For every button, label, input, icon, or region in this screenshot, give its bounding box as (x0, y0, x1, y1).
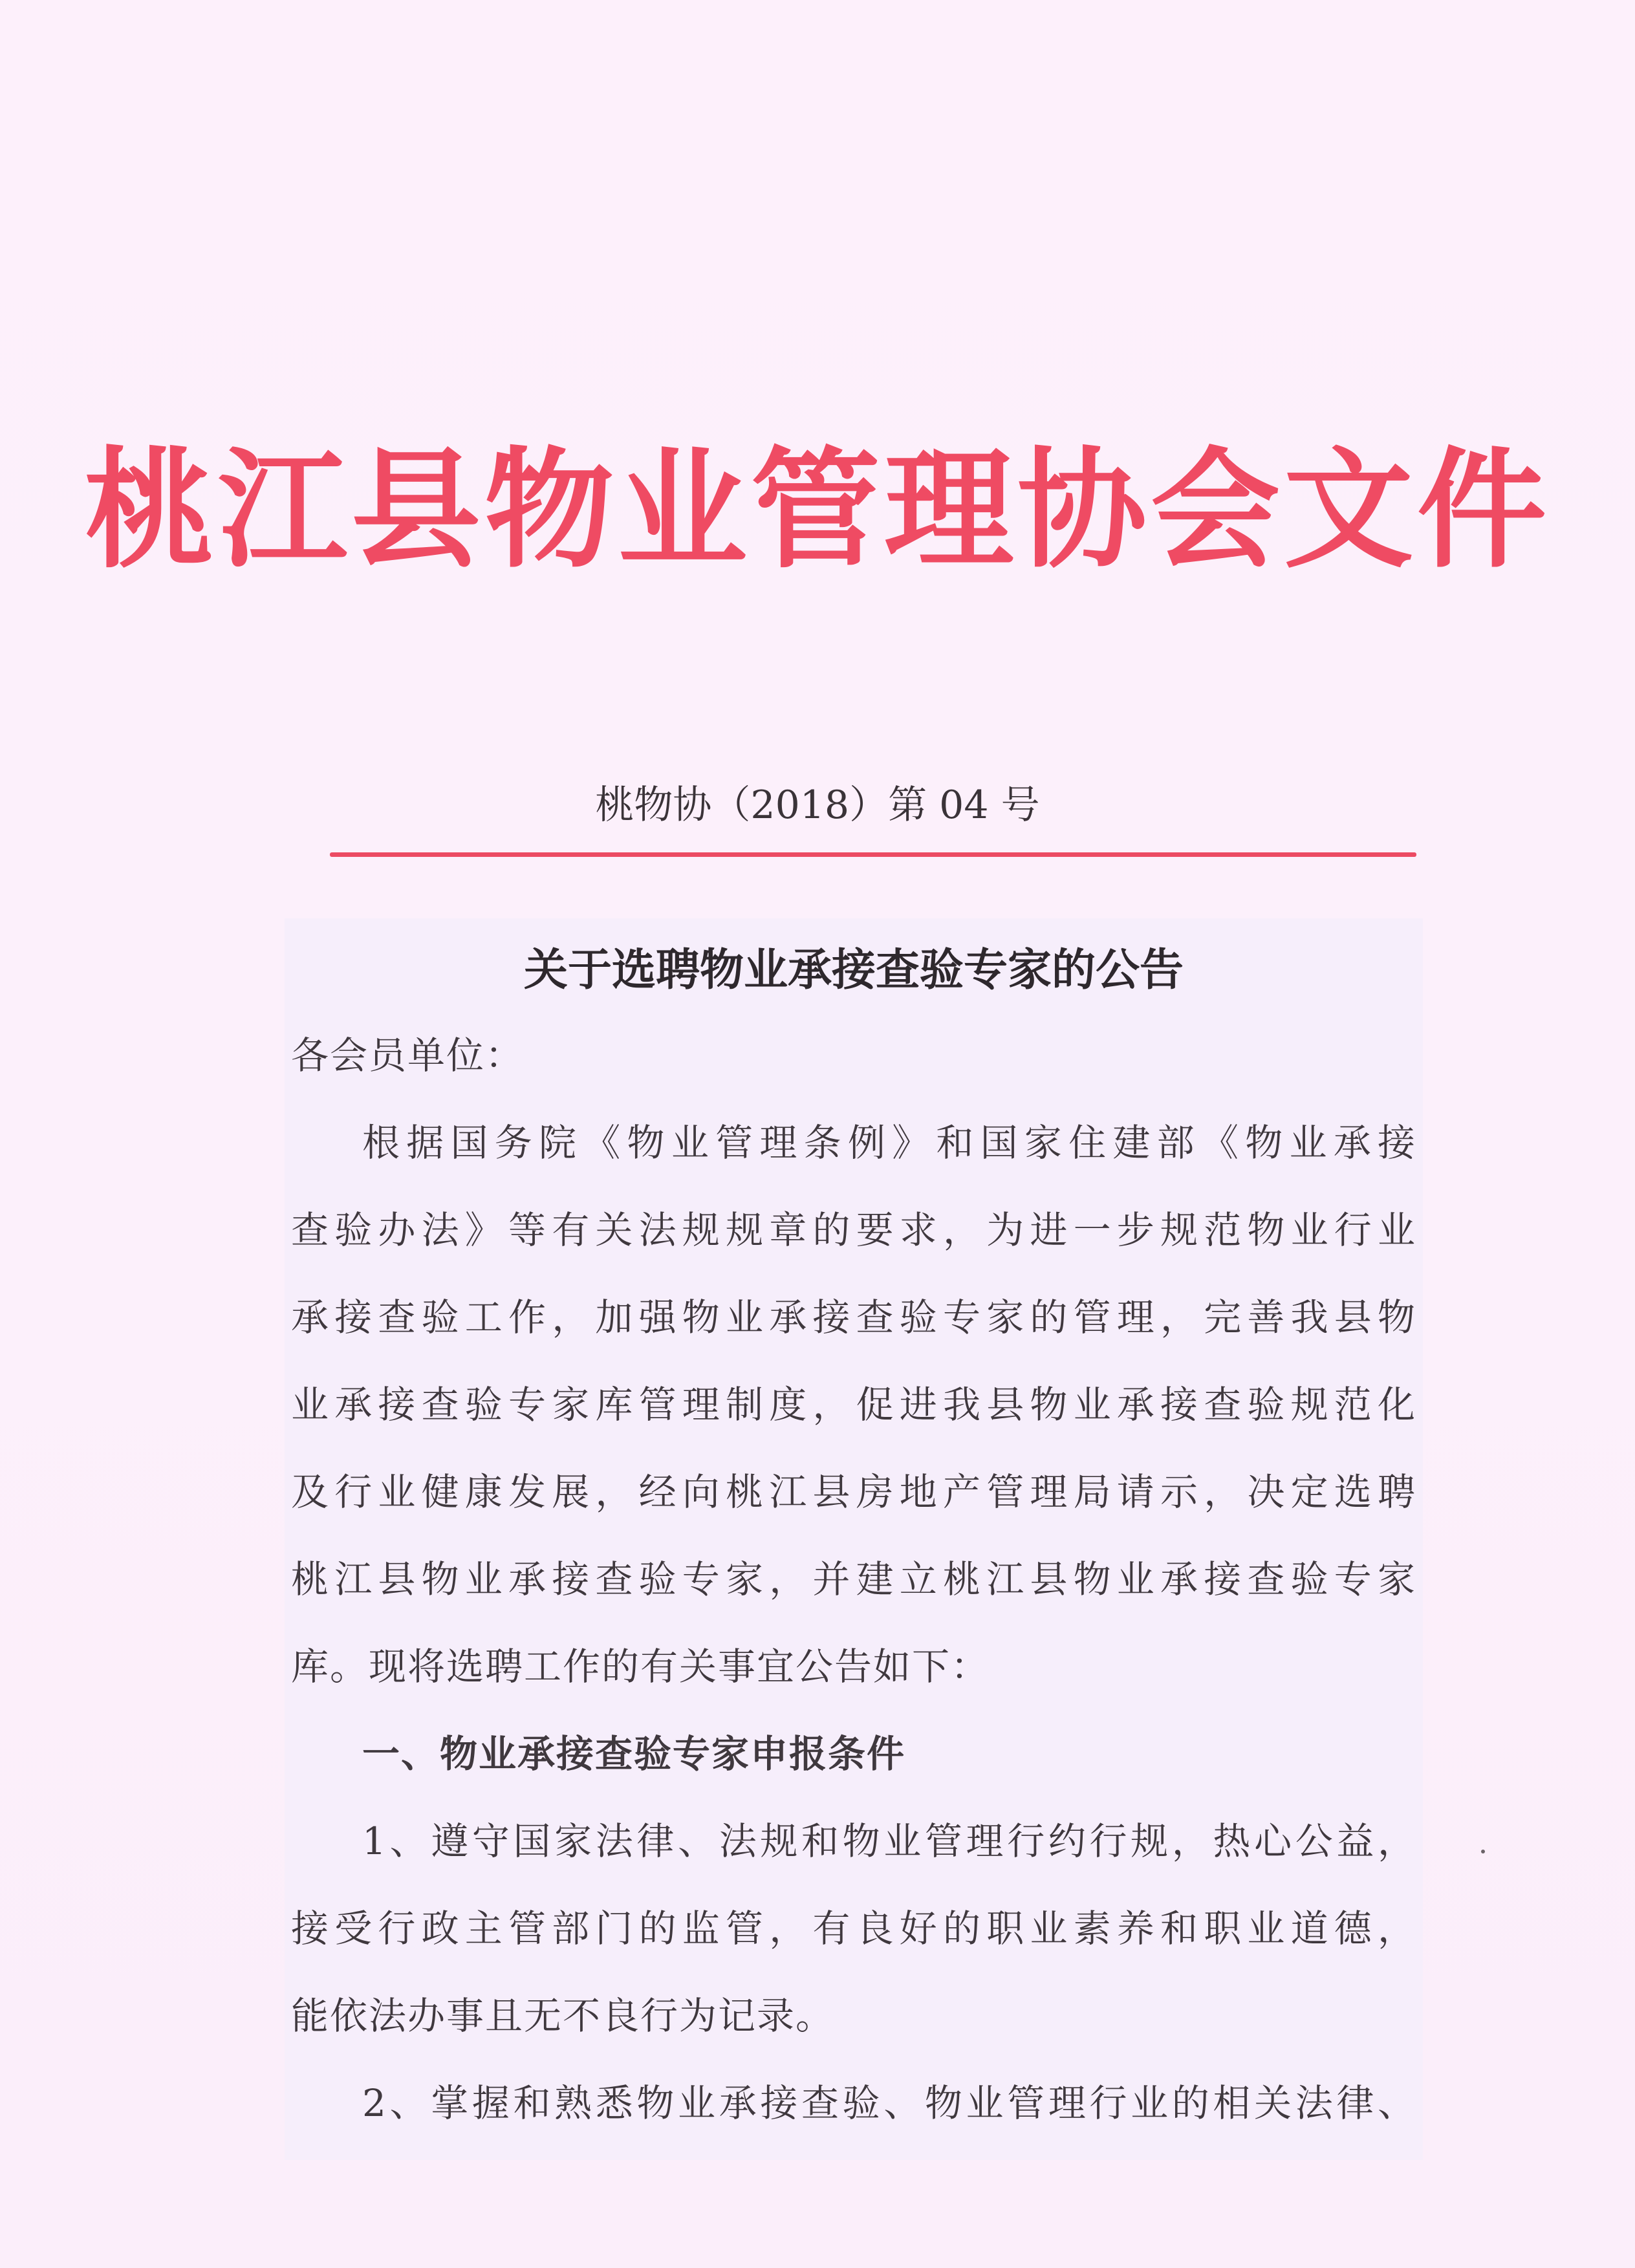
paragraph-line: 查验办法》等有关法规规章的要求，为进一步规范物业行业 (291, 1208, 1416, 1252)
red-divider-line (330, 852, 1416, 857)
paragraph-line: 1、遵守国家法律、法规和物业管理行约行规，热心公益， (362, 1819, 1416, 1863)
org-header-title: 桃江县物业管理协会文件 (84, 435, 1550, 586)
paragraph-line: 能依法办事且无不良行为记录。 (291, 1994, 835, 2038)
paragraph-line: 桃江县物业承接查验专家，并建立桃江县物业承接查验专家 (291, 1557, 1416, 1601)
notice-body (291, 1012, 1416, 2147)
paragraph-line: 根据国务院《物业管理条例》和国家住建部《物业承接 (362, 1121, 1416, 1165)
document-number: 桃物协（2018）第 04 号 (595, 783, 1040, 828)
paragraph-line: 业承接查验专家库管理制度，促进我县物业承接查验规范化 (291, 1383, 1416, 1427)
notice-title: 关于选聘物业承接查验专家的公告 (523, 944, 1184, 996)
paragraph-line: 2、掌握和熟悉物业承接查验、物业管理行业的相关法律、 (362, 2081, 1416, 2125)
paragraph-line: 承接查验工作，加强物业承接查验专家的管理，完善我县物 (291, 1295, 1416, 1339)
paragraph-line: 接受行政主管部门的监管，有良好的职业素养和职业道德， (291, 1906, 1416, 1950)
salutation: 各会员单位： (291, 1033, 525, 1077)
scan-speck (1481, 1850, 1485, 1853)
section-heading: 一、物业承接查验专家申报条件 (362, 1732, 906, 1776)
paragraph-line: 及行业健康发展，经向桃江县房地产管理局请示，决定选聘 (291, 1470, 1416, 1514)
paragraph-line: 库。现将选聘工作的有关事宜公告如下： (291, 1645, 990, 1689)
